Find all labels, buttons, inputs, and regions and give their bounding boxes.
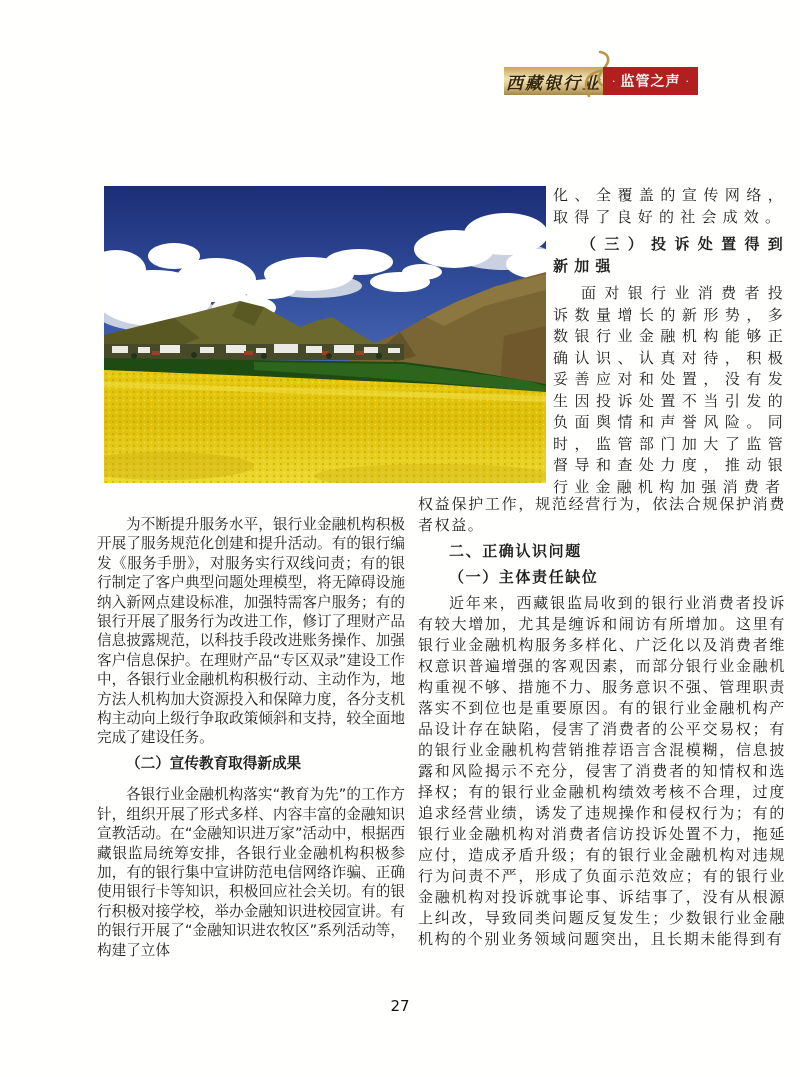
- right-column-beside-photo: [553, 185, 789, 498]
- left-text-column: [97, 515, 405, 960]
- village: [104, 344, 404, 360]
- heading-subsection-3: （三）投诉处置得到新加强: [553, 235, 789, 275]
- dot-separator: ·: [612, 74, 616, 88]
- heading-subsection-2: （二）宣传教育取得新成果: [126, 754, 302, 772]
- paragraph-continuation: 化、全覆盖的宣传网络，取得了良好的社会成效。: [553, 186, 789, 226]
- photo-illustration: [104, 186, 546, 483]
- brand-calligraphy: 西藏银行业: [506, 73, 601, 94]
- landscape-photo: [104, 186, 546, 483]
- right-column-below-photo: [418, 494, 786, 950]
- paragraph-complaint-handling-continued: 权益保护工作，规范经营行为，依法合规保护消费者权益。: [418, 495, 786, 534]
- paragraph-service-improvement: 为不断提升服务水平，银行业金融机构积极开展了服务规范化创建和提升活动。有的银行编发《服务手册》，对服务实行双线问责；有的银行制定了客户典型问题处理模型，将无障碍设施纳入新网点建设标准，加强特需客户服务；有的银行开展了服务行为改进工作，修订了理财产品信息披露规范，以科技手段改进账务操作、加强客户信息保护。在理财产品“专区双录”建设工作中，各银行业金融机构积极行动、主动作为，地方法人机构加大资源投入和保障力度，各分支机构主动向上级行争取政策倾斜和支持，较全面地完成了建设任务。: [97, 516, 405, 747]
- paragraph-education: 各银行业金融机构落实“教育为先”的工作方针，组织开展了形式多样、内容丰富的金融知识宣教活动。在“金融知识进万家”活动中，根据西藏银监局统筹安排，各银行业金融机构积极参加，有的银行集中宣讲防范电信网络诈骗、正确使用银行卡等知识，积极回应社会关切。有的银行积极对接学校，举办金融知识进校园宣讲。有的银行开展了“金融知识进农牧区”系列活动等，构建了立体: [97, 786, 405, 959]
- paragraph-responsibility-gap: 近年来，西藏银监局收到的银行业消费者投诉有较大增加，尤其是缠诉和闹访有所增加。这里有银行业金融机构服务多样化、广泛化以及消费者维权意识普遍增强的客观因素，而部分银行业金融机构重视不够、措施不力、服务意识不强、管理职责落实不到位也是重要原因。有的银行业金融机构产品设计存在缺陷，侵害了消费者的公平交易权；有的银行业金融机构营销推荐语言含混模糊，信息披露和风险揭示不充分，侵害了消费者的知情权和选择权；有的银行业金融机构绩效考核不合理，过度追求经营业绩，诱发了违规操作和侵权行为；有的银行业金融机构对消费者信访投诉处置不力，拖延应付，造成矛盾升级；有的银行业金融机构对违规行为问责不严，形成了负面示范效应；有的银行业金融机构对投诉就事论事、诉结事了，没有从根源上纠改，导致同类问题反复发生；少数银行业金融机构的个别业务领域问题突出，且长期未能得到有: [418, 594, 786, 948]
- section-title: 监管之声: [620, 74, 681, 90]
- paragraph-complaint-handling: 面对银行业消费者投诉数量增长的新形势，多数银行业金融机构能够正确认识、认真对待，积极妥善应对和处置，没有发生因投诉处置不当引发的负面舆情和声誉风险。同时，监管部门加大了监管督导和查处力度，推动银行业金融机构加强消费者: [553, 284, 789, 496]
- page-number: 27: [390, 997, 410, 1015]
- heading-section-2: 二、正确认识问题: [449, 542, 582, 560]
- dot-separator: ·: [685, 74, 689, 88]
- heading-subsection-1: （一）主体责任缺位: [449, 568, 599, 586]
- section-banner: [603, 67, 698, 95]
